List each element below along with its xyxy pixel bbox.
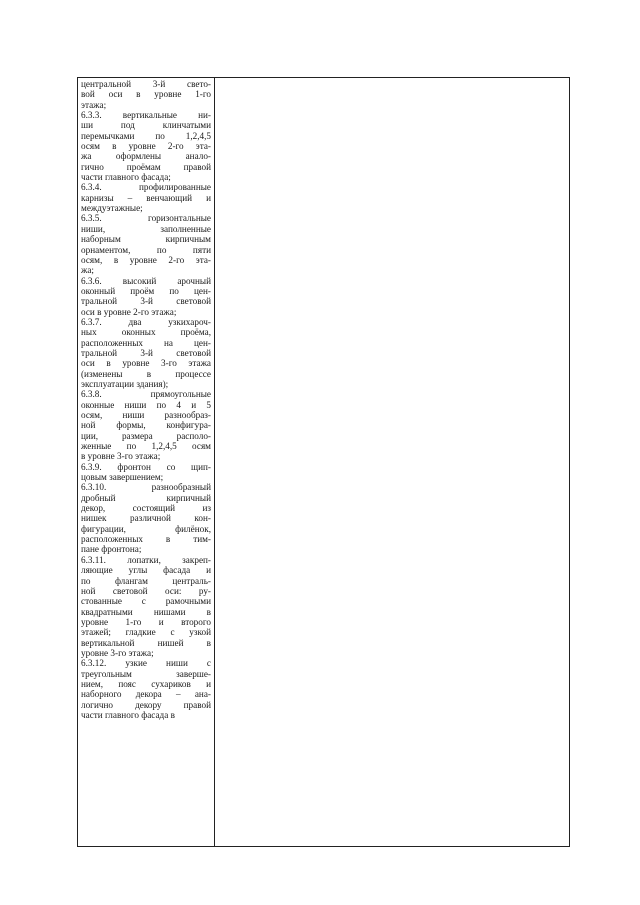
text-line: женные по 1,2,4,5 осям	[81, 441, 211, 452]
text-line: 6.3.9. фронтон со щип-	[81, 461, 211, 472]
text-line: этажей; гладкие с узкой	[81, 627, 211, 638]
text-line: междуэтажные;	[81, 203, 143, 214]
text-line: части главного фасада в	[81, 709, 175, 720]
text-line: логично декору правой	[81, 699, 211, 710]
text-line: перемычками по 1,2,4,5	[81, 130, 211, 141]
text-line: 6.3.3. вертикальные ни-	[81, 110, 211, 121]
text-line: тральной 3-й световой	[81, 296, 211, 307]
text-line: наборного декора – ана-	[81, 689, 211, 700]
text-line: ных оконных проёма,	[81, 327, 211, 338]
text-line: тральной 3-й световой	[81, 347, 211, 358]
text-line: этажа;	[81, 99, 107, 110]
text-line: орнаментом, по пяти	[81, 244, 211, 255]
text-line: нишек различной кон-	[81, 513, 211, 524]
text-line: цовым завершением;	[81, 472, 164, 483]
text-line: оси в уровне 3-го этажа	[81, 358, 211, 369]
right-column-text	[215, 78, 569, 79]
left-column-cell	[78, 78, 215, 847]
text-line: части главного фасада;	[81, 172, 171, 183]
text-line: в уровне 3-го этажа;	[81, 451, 161, 462]
text-line: 6.3.10. разнообразный	[81, 482, 211, 493]
text-line: жа оформлены анало-	[81, 151, 211, 162]
text-line: пане фронтона;	[81, 544, 142, 555]
text-line: треугольным заверше-	[81, 668, 211, 679]
text-line: карнизы – венчающий и	[81, 192, 211, 203]
left-column-text	[78, 78, 214, 720]
text-line: нием, пояс сухариков и	[81, 678, 211, 689]
text-line: вой оси в уровне 1-го	[81, 89, 211, 100]
text-line: вертикальной нишей в	[81, 637, 211, 648]
text-line: (изменены в процессе	[81, 368, 211, 379]
table-row	[78, 78, 570, 847]
text-line: жа;	[81, 265, 94, 276]
text-line: 6.3.8. прямоугольные	[81, 389, 211, 400]
text-line: 6.3.4. профилированные	[81, 182, 211, 193]
text-line: ной световой оси: ру-	[81, 585, 211, 596]
right-column-cell	[215, 78, 570, 847]
text-line: декор, состоящий из	[81, 503, 211, 514]
text-line: оси в уровне 2-го этажа;	[81, 306, 177, 317]
text-line: оконные ниши по 4 и 5	[81, 399, 211, 410]
text-line: наборным кирпичным	[81, 234, 211, 245]
text-line: 6.3.11. лопатки, закреп-	[81, 554, 211, 565]
text-line: стованные с рамочными	[81, 596, 211, 607]
text-line: дробный кирпичный	[81, 492, 211, 503]
text-line: ниши, заполненные	[81, 223, 211, 234]
content-table	[77, 77, 570, 847]
text-line: эксплуатации здания);	[81, 378, 169, 389]
text-line: фигурации, филёнок,	[81, 523, 211, 534]
text-line: ши под клинчатыми	[81, 120, 211, 131]
text-line: центральной 3-й свето-	[81, 79, 211, 89]
text-line: ной формы, конфигура-	[81, 420, 211, 431]
text-line: оконный проём по цен-	[81, 285, 211, 296]
text-line: ции, размера располо-	[81, 430, 211, 441]
text-line: осям, в уровне 2-го эта-	[81, 254, 211, 265]
text-line: гично проёмам правой	[81, 161, 211, 172]
text-line: осям, ниши разнообраз-	[81, 410, 211, 420]
text-line: 6.3.6. высокий арочный	[81, 275, 211, 286]
text-line: уровне 1-го и второго	[81, 616, 211, 627]
text-line: расположенных в тим-	[81, 534, 211, 545]
text-line: уровне 3-го этажа;	[81, 647, 154, 658]
text-line: ляющие углы фасада и	[81, 565, 211, 576]
text-line: 6.3.12. узкие ниши с	[81, 658, 211, 669]
text-line: квадратными нишами в	[81, 606, 211, 617]
text-line: расположенных на цен-	[81, 337, 211, 348]
text-line: по флангам централь-	[81, 575, 211, 586]
text-line: осям в уровне 2-го эта-	[81, 141, 211, 152]
text-line: 6.3.7. два узкихароч-	[81, 316, 211, 327]
text-line: 6.3.5. горизонтальные	[81, 213, 211, 224]
